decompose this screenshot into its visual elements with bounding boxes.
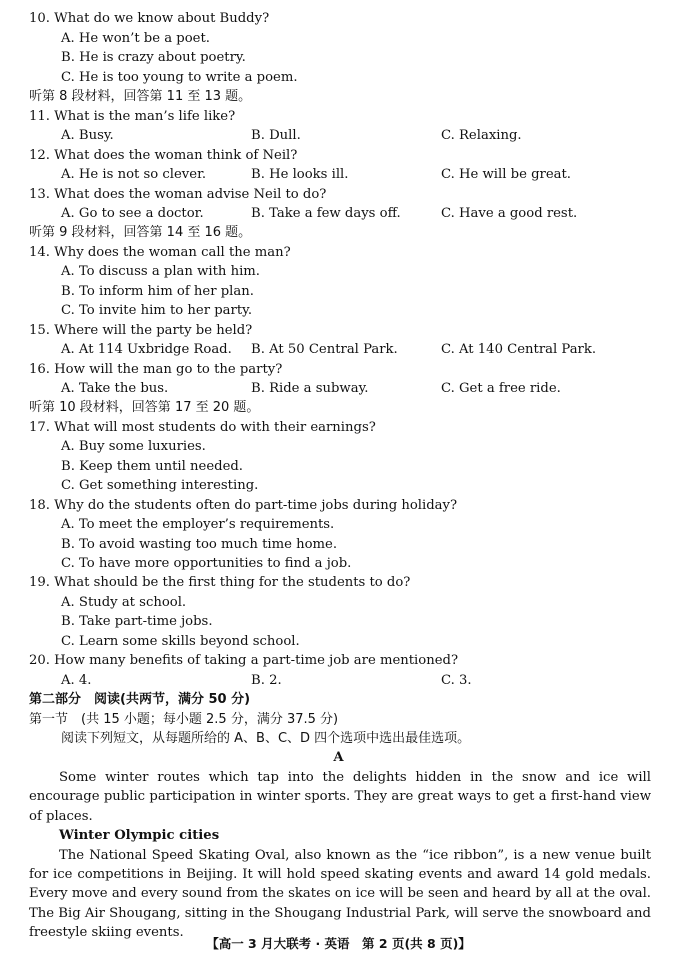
passage-subheading: Winter Olympic cities [59, 828, 220, 844]
q18-option-b: B. To avoid wasting too much time home. [61, 537, 338, 552]
part-2-heading: 第二部分 阅读(共两节，满分 50 分) [29, 692, 251, 707]
q12-option-b: B. He looks ill. [251, 167, 349, 182]
q11-option-a: A. Busy. [61, 128, 114, 143]
section-9-instruction: 听第 9 段材料，回答第 14 至 16 题。 [29, 225, 252, 240]
q19-option-c: C. Learn some skills beyond school. [61, 634, 300, 649]
section-1-heading: 第一节 (共 15 小题；每小题 2.5 分，满分 37.5 分) [29, 712, 339, 727]
q16-stem: 16. How will the man go to the party? [29, 362, 283, 377]
q11-stem: 11. What is the man’s life like? [29, 109, 236, 124]
q17-stem: 17. What will most students do with their earnings? [29, 420, 376, 435]
q10-option-a: A. He won’t be a poet. [61, 31, 210, 46]
q14-option-c: C. To invite him to her party. [61, 303, 253, 318]
q19-option-a: A. Study at school. [61, 595, 187, 610]
passage-paragraph-2: The National Speed Skating Oval, also known as the “ice ribbon”, is a new venue built for ice competitions in Beijing. It will hold speed skating events and award 14 gold medals. Every move and every sound from the skates on ice will be seen and heard by all at the oval. The Big Air Shougang, sitting in the Shougang Industrial Park, will serve the snowboard and freestyle skiing events. [29, 847, 651, 941]
q17-option-a: A. Buy some luxuries. [61, 439, 206, 454]
passage-paragraph-1: Some winter routes which tap into the delights hidden in the snow and ice will encourage public participation in winter sports. They are great ways to get a first-hand view of places. [29, 770, 651, 824]
q10-option-c: C. He is too young to write a poem. [61, 70, 298, 85]
q13-option-b: B. Take a few days off. [251, 206, 401, 221]
q20-stem: 20. How many benefits of taking a part-time job are mentioned? [29, 653, 459, 668]
q12-option-c: C. He will be great. [441, 167, 571, 182]
q16-option-b: B. Ride a subway. [251, 381, 369, 396]
q17-option-b: B. Keep them until needed. [61, 459, 244, 474]
q11-option-c: C. Relaxing. [441, 128, 522, 143]
q13-option-a: A. Go to see a doctor. [61, 206, 204, 221]
q15-option-a: A. At 114 Uxbridge Road. [61, 342, 232, 357]
q15-option-c: C. At 140 Central Park. [441, 342, 597, 357]
q20-option-c: C. 3. [441, 673, 472, 688]
passage-a [29, 768, 651, 943]
page-footer: 【高一 3 月大联考 · 英语 第 2 页(共 8 页)】 [206, 936, 471, 951]
section-10-instruction: 听第 10 段材料，回答第 17 至 20 题。 [29, 400, 260, 415]
q13-stem: 13. What does the woman advise Neil to do? [29, 187, 327, 202]
q15-option-b: B. At 50 Central Park. [251, 342, 398, 357]
q14-stem: 14. Why does the woman call the man? [29, 245, 291, 260]
q15-stem: 15. Where will the party be held? [29, 323, 253, 338]
q12-option-a: A. He is not so clever. [61, 167, 207, 182]
section-8-instruction: 听第 8 段材料，回答第 11 至 13 题。 [29, 89, 252, 104]
q19-option-b: B. Take part-time jobs. [61, 614, 213, 629]
q16-option-c: C. Get a free ride. [441, 381, 561, 396]
q18-stem: 18. Why do the students often do part-time jobs during holiday? [29, 498, 458, 513]
q18-option-a: A. To meet the employer’s requirements. [61, 517, 335, 532]
passage-label: A [333, 750, 344, 765]
q17-option-c: C. Get something interesting. [61, 478, 259, 493]
q13-option-c: C. Have a good rest. [441, 206, 578, 221]
q14-option-b: B. To inform him of her plan. [61, 284, 254, 299]
q20-option-a: A. 4. [61, 673, 92, 688]
q10-stem: 10. What do we know about Buddy? [29, 11, 270, 26]
q14-option-a: A. To discuss a plan with him. [61, 264, 261, 279]
q19-stem: 19. What should be the first thing for the students to do? [29, 575, 411, 590]
q16-option-a: A. Take the bus. [61, 381, 169, 396]
q20-option-b: B. 2. [251, 673, 282, 688]
q11-option-b: B. Dull. [251, 128, 301, 143]
reading-instruction: 阅读下列短文，从每题所给的 A、B、C、D 四个选项中选出最佳选项。 [61, 731, 471, 746]
q18-option-c: C. To have more opportunities to find a job. [61, 556, 352, 571]
q12-stem: 12. What does the woman think of Neil? [29, 148, 298, 163]
q10-option-b: B. He is crazy about poetry. [61, 50, 246, 65]
